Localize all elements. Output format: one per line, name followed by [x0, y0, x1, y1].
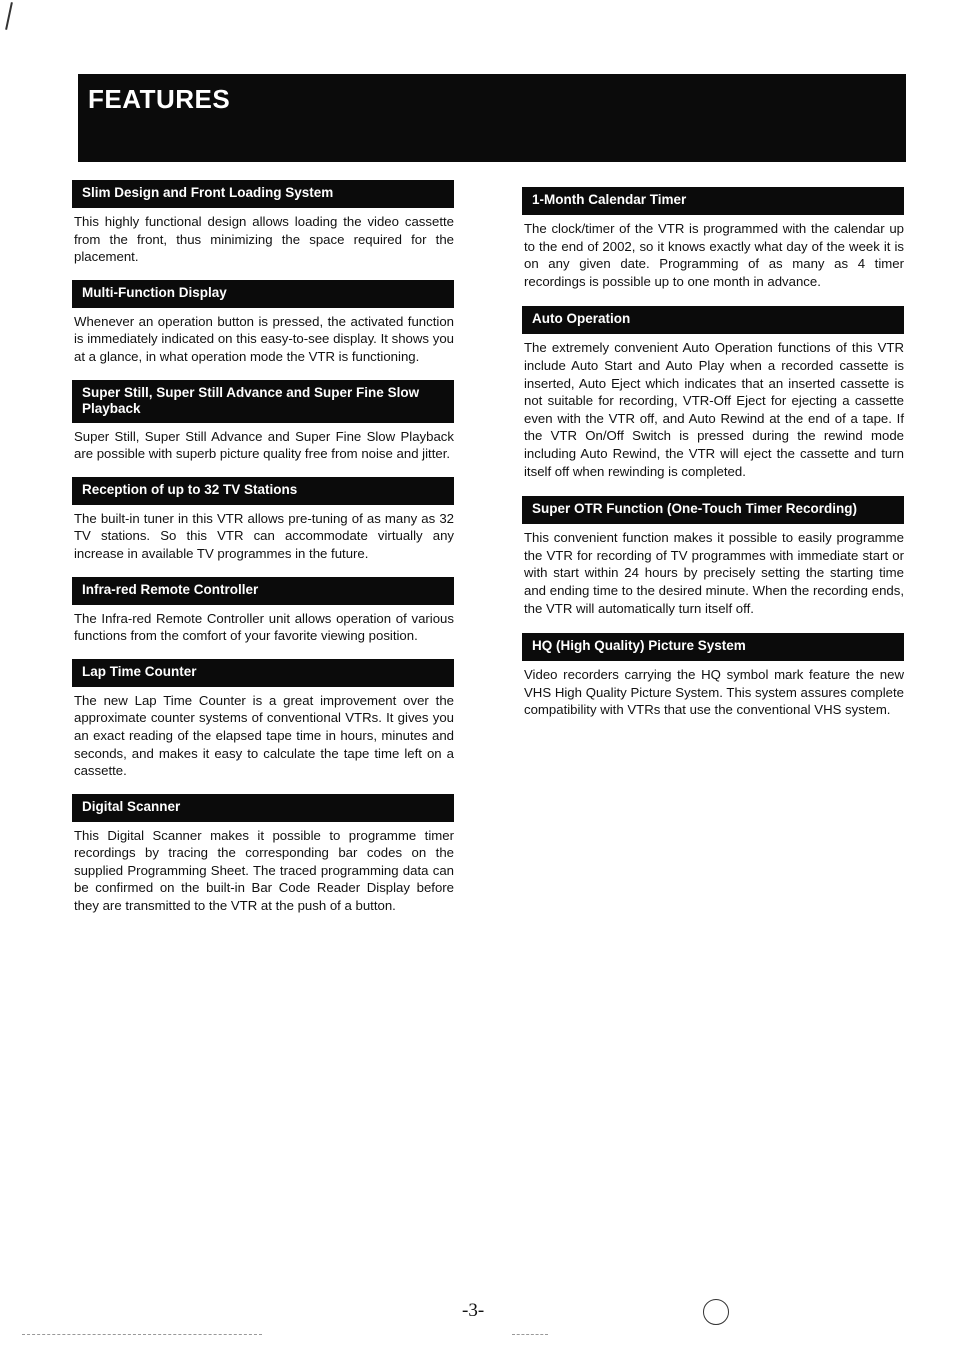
feature-heading: Super Still, Super Still Advance and Super Fine Slow Playback	[72, 380, 454, 423]
feature-heading: Super OTR Function (One-Touch Timer Recording)	[522, 496, 904, 524]
feature-description: Super Still, Super Still Advance and Super Fine Slow Playback are possible with superb picture quality free from noise and jitter.	[74, 428, 454, 462]
feature-heading: HQ (High Quality) Picture System	[522, 633, 904, 661]
feature-description: The clock/timer of the VTR is programmed with the calendar up to the end of 2002, so it knows exactly what day of the week it is on any given date. Programming of as many as 4 timer recordings is possible up to one month in advance.	[524, 221, 904, 289]
feature-tv-stations	[72, 477, 454, 563]
feature-digital-scanner	[72, 794, 454, 915]
feature-lap-time-counter	[72, 659, 454, 780]
feature-heading: Reception of up to 32 TV Stations	[72, 477, 454, 505]
feature-description: The extremely convenient Auto Operation functions of this VTR include Auto Start and Auto Play when a recorded cassette is inserted, Auto Eject which indicates that an inserted cassette is not suitable for recording, VTR-Off Eject for ejecting a cassette even with the VTR off, and Auto Rewind at the end of a tape. If the VTR On/Off Switch is pressed during the rewind mode including Auto Rewind, the VTR will eject the cassette and turn itself off when rewinding is completed.	[524, 340, 904, 479]
feature-heading: Slim Design and Front Loading System	[72, 180, 454, 208]
feature-description: Whenever an operation button is pressed, the activated function is immediately indicated on this easy-to-see display. It shows you at a glance, in what operation mode the VTR is functioning.	[74, 313, 454, 364]
feature-description: This highly functional design allows loading the video cassette from the front, thus minimizing the space required for the placement.	[74, 214, 454, 265]
feature-calendar-timer	[522, 187, 904, 290]
right-column	[522, 187, 904, 719]
page-number: -3-	[462, 1300, 485, 1321]
scan-artifact-dots-left	[22, 1334, 262, 1336]
scan-artifact-mark	[5, 2, 13, 30]
feature-description: Video recorders carrying the HQ symbol mark feature the new VHS High Quality Picture System. This system assures complete compatibility with VTRs that use the conventional VHS system.	[524, 667, 904, 718]
feature-super-otr	[522, 496, 904, 617]
page-title: FEATURES	[88, 84, 231, 114]
feature-auto-operation	[522, 306, 904, 480]
feature-slim-design	[72, 180, 454, 266]
feature-hq-picture	[522, 633, 904, 719]
feature-super-still	[72, 380, 454, 463]
feature-description: The built-in tuner in this VTR allows pre-tuning of as many as 32 TV stations. So this VTR can accommodate virtually any increase in available TV programmes in the future.	[74, 510, 454, 561]
scan-artifact-dots-right	[512, 1334, 548, 1336]
feature-description: This convenient function makes it possible to easily programme the VTR for recording of TV programmes with immediate start or with start within 24 hours by precisely setting the starting time and ending time to the desired minute. When the recording ends, the VTR will automatically turn itself off.	[524, 530, 904, 616]
feature-description: The Infra-red Remote Controller unit allows operation of various functions from the comfort of your favorite viewing position.	[74, 610, 454, 644]
feature-remote-controller	[72, 577, 454, 645]
feature-heading: 1-Month Calendar Timer	[522, 187, 904, 215]
feature-heading: Lap Time Counter	[72, 659, 454, 687]
feature-heading: Digital Scanner	[72, 794, 454, 822]
feature-heading: Infra-red Remote Controller	[72, 577, 454, 605]
feature-multi-function-display	[72, 280, 454, 366]
left-column	[72, 180, 454, 915]
circle-mark-icon	[703, 1299, 729, 1325]
feature-description: The new Lap Time Counter is a great improvement over the approximate counter systems of conventional VTRs. It gives you an exact reading of the elapsed tape time in hours, minutes and seconds, and makes it easy to calculate the tape time left on a cassette.	[74, 692, 454, 779]
feature-heading: Multi-Function Display	[72, 280, 454, 308]
feature-heading: Auto Operation	[522, 306, 904, 334]
features-banner	[78, 74, 906, 162]
feature-description: This Digital Scanner makes it possible to programme timer recordings by tracing the corresponding bar codes on the supplied Programming Sheet. The traced programming data can be confirmed on the built-in Bar Code Reader Display before they are transmitted to the VTR at the push of a button.	[74, 827, 454, 914]
